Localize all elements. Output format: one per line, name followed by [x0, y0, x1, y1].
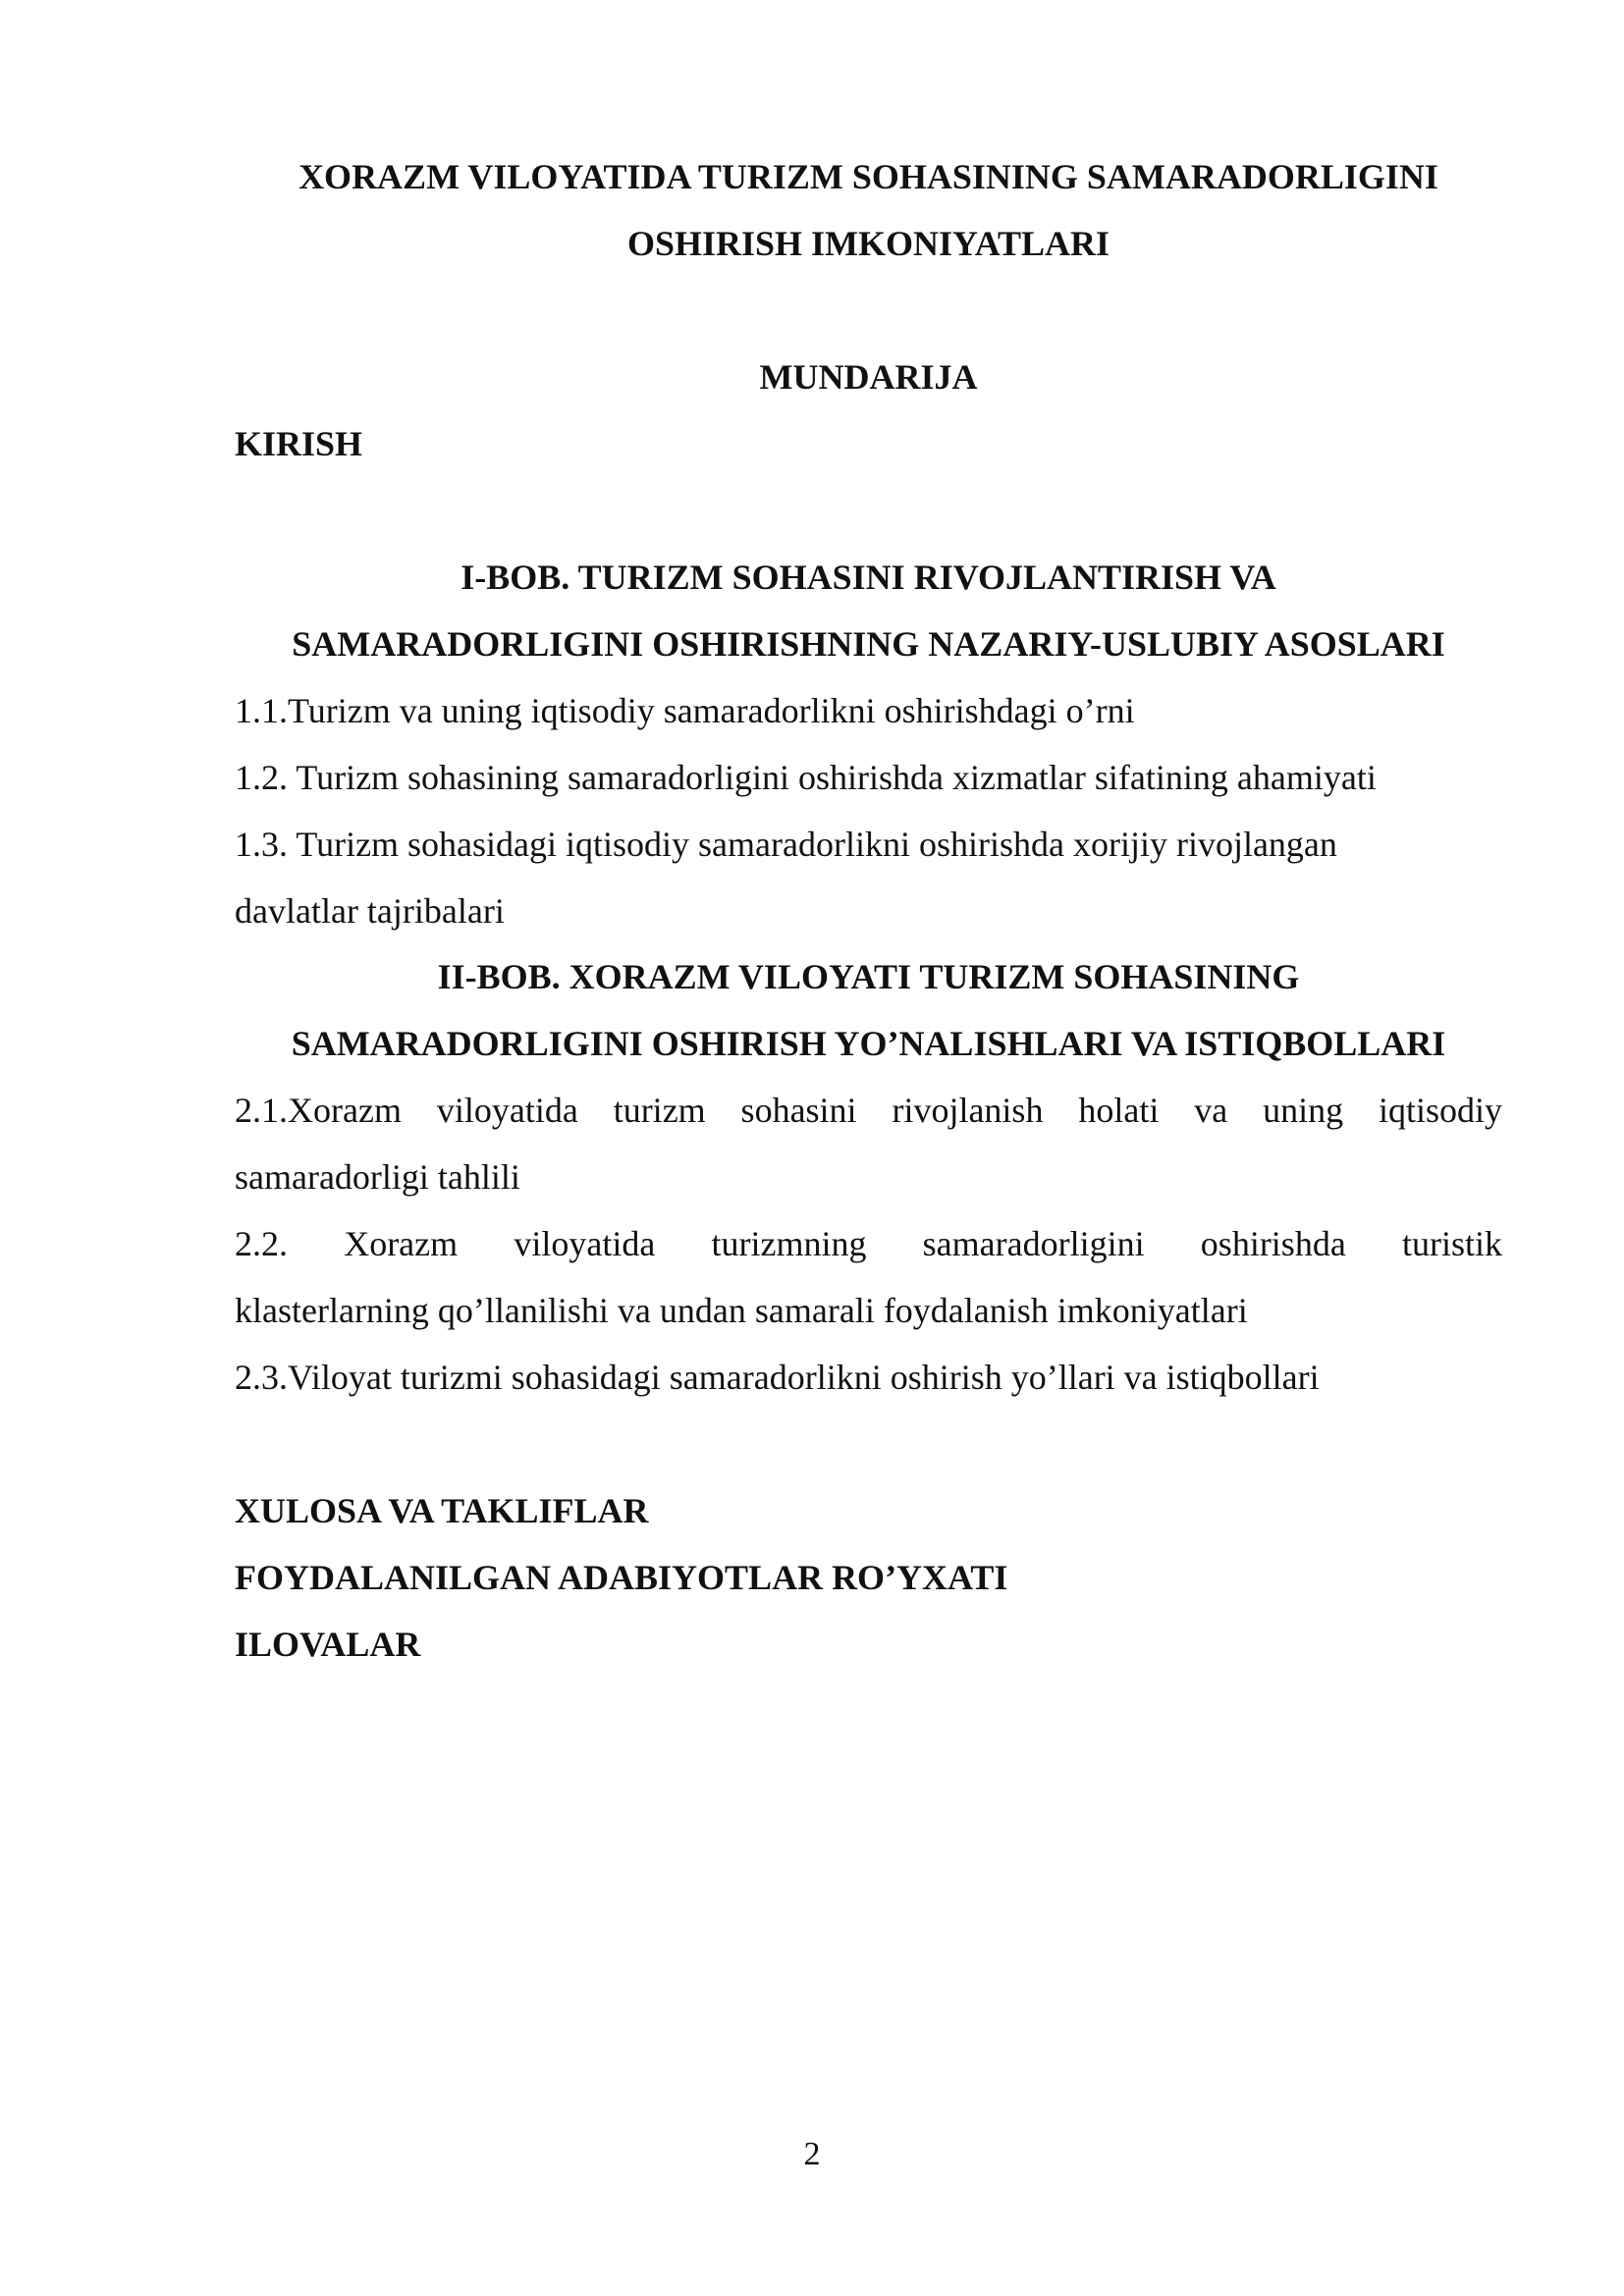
document-title-line-1: XORAZM VILOYATIDA TURIZM SOHASINING SAMARADORLIGINI [298, 157, 1438, 196]
toc-entry-2-2-line-1: 2.2. Xorazm viloyatida turizmning samaradorligini oshirishda turistik [235, 1224, 1502, 1263]
chapter-1-heading-line-2: SAMARADORLIGINI OSHIRISHNING NAZARIY-USLUBIY ASOSLARI [292, 624, 1445, 664]
toc-entry-2-2-line-2: klasterlarning qo’llanilishi va undan samarali foydalanish imkoniyatlari [235, 1291, 1248, 1330]
toc-entry-2-3: 2.3.Viloyat turizmi sohasidagi samaradorlikni oshirish yo’llari va istiqbollari [235, 1358, 1320, 1397]
toc-entry-1-1: 1.1.Turizm va uning iqtisodiy samaradorlikni oshirishdagi o’rni [235, 691, 1135, 730]
page-number: 2 [803, 2136, 821, 2172]
toc-entry-1-3-line-1: 1.3. Turizm sohasidagi iqtisodiy samaradorlikni oshirishda xorijiy rivojlangan [235, 825, 1337, 864]
toc-entry-references: FOYDALANILGAN ADABIYOTLAR RO’YXATI [235, 1558, 1008, 1597]
toc-entry-2-1-line-1: 2.1.Xorazm viloyatida turizm sohasini rivojlanish holati va uning iqtisodiy [235, 1091, 1502, 1130]
toc-entry-1-2: 1.2. Turizm sohasining samaradorligini oshirishda xizmatlar sifatining ahamiyati [235, 758, 1377, 797]
toc-entry-appendices: ILOVALAR [235, 1625, 421, 1664]
chapter-2-heading-line-2: SAMARADORLIGINI OSHIRISH YO’NALISHLARI VA ISTIQBOLLARI [291, 1024, 1446, 1063]
toc-entry-2-1-line-2: samaradorligi tahlili [235, 1157, 520, 1197]
chapter-2-heading-line-1: II-BOB. XORAZM VILOYATI TURIZM SOHASINING [437, 957, 1300, 996]
document-title-line-2: OSHIRISH IMKONIYATLARI [626, 224, 1110, 263]
toc-entry-1-3-line-2: davlatlar tajribalari [235, 891, 505, 931]
toc-entry-conclusion: XULOSA VA TAKLIFLAR [235, 1491, 649, 1530]
toc-heading: MUNDARIJA [759, 357, 978, 397]
toc-entry-intro: KIRISH [235, 424, 363, 463]
chapter-1-heading-line-1: I-BOB. TURIZM SOHASINI RIVOJLANTIRISH VA [460, 558, 1276, 597]
